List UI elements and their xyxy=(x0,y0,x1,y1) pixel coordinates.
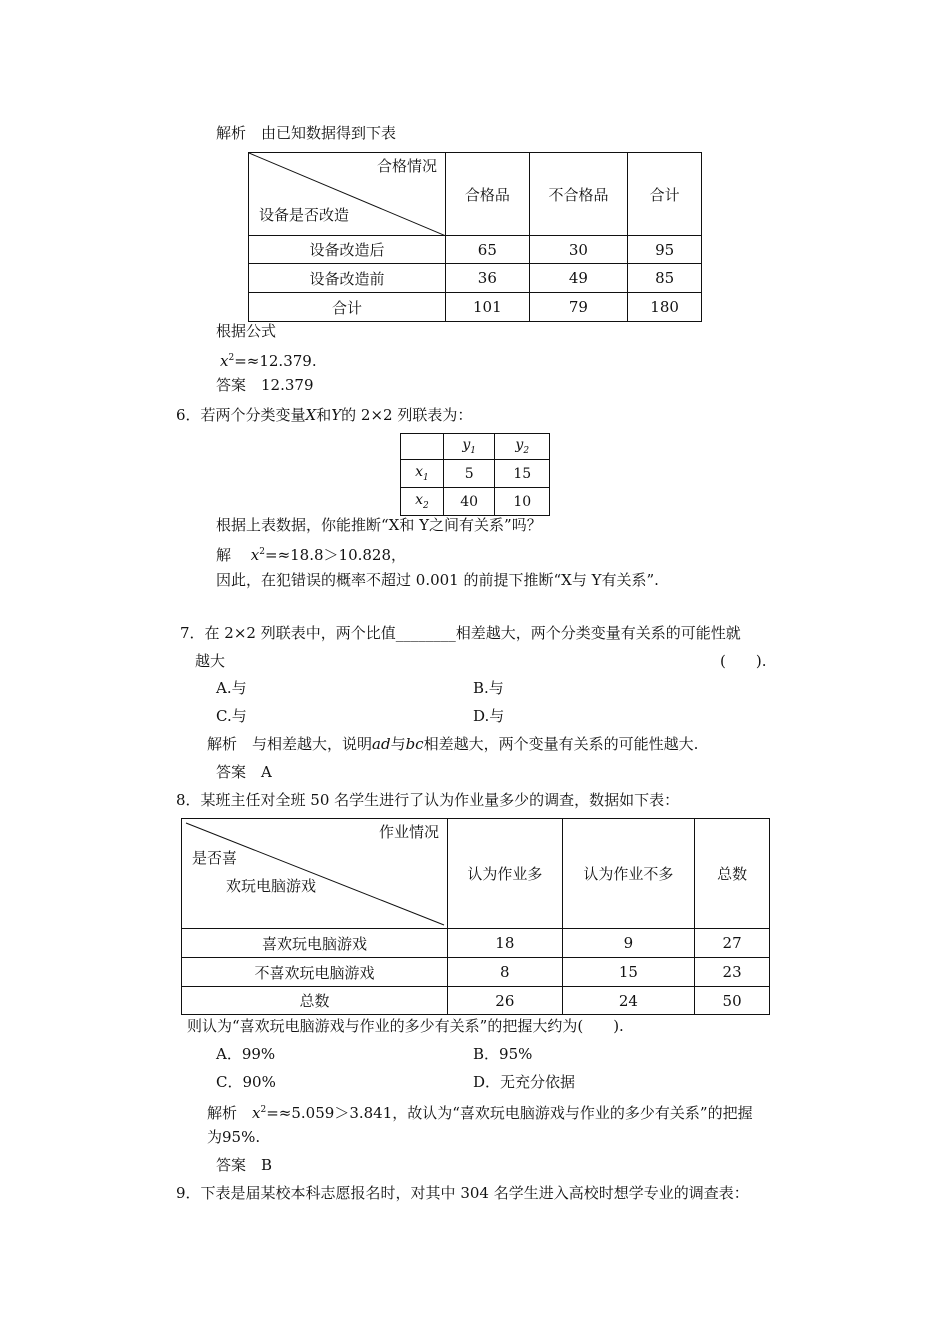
q6-var-y: Y xyxy=(331,406,342,424)
s5-formula-label: 根据公式 xyxy=(216,322,277,340)
s5-cell: 79 xyxy=(529,293,628,322)
q8-row-label: 喜欢玩电脑游戏 xyxy=(182,929,448,958)
q8-header-cell: 认为作业多 xyxy=(448,819,563,929)
q6-cell: 15 xyxy=(495,460,550,488)
q7-analysis-mid: 与 xyxy=(390,735,406,753)
q6-cell: 5 xyxy=(443,460,495,488)
table-row xyxy=(249,264,702,293)
s5-cell: 95 xyxy=(628,236,702,264)
q7-ad: ad xyxy=(372,735,391,753)
q6-row-header: $x_1$ xyxy=(401,460,444,488)
s5-corner-top: 合格情况 xyxy=(376,157,437,175)
table-row xyxy=(249,236,702,264)
chi-exponent: 2 xyxy=(259,547,265,557)
q8-header-cell: 认为作业不多 xyxy=(562,819,695,929)
q8-cell: 24 xyxy=(562,987,695,1015)
s5-header-cell: 合格品 xyxy=(445,153,529,236)
q8-option-b: B．95% xyxy=(473,1045,533,1063)
q7-stem: 7．在 2×2 列联表中，两个比值________相差越大，两个分类变量有关系的可能性就 xyxy=(180,624,741,642)
q8-option-d: D．无充分依据 xyxy=(473,1073,576,1091)
s5-header-cell: 不合格品 xyxy=(529,153,628,236)
q7-analysis-pre: 解析 与相差越大，说明 xyxy=(207,735,373,753)
q6-col-header: $y_2$ xyxy=(495,434,550,460)
q8-analysis-value: =≈5.059＞3.841，故认为“喜欢玩电脑游戏与作业的多少有关系”的把握 xyxy=(266,1104,753,1122)
q8-corner-bottom: 欢玩电脑游戏 xyxy=(226,877,317,895)
q8-cell: 27 xyxy=(695,929,770,958)
q8-cell: 8 xyxy=(448,958,563,987)
q7-answer: 答案 A xyxy=(216,763,272,781)
q7-bc: bc xyxy=(405,735,424,753)
table-row xyxy=(182,987,770,1015)
q7-option-a: A.与 xyxy=(216,679,247,697)
q7-analysis xyxy=(207,734,698,754)
s5-contingency-table xyxy=(248,152,702,322)
q8-option-c: C．90% xyxy=(216,1073,276,1091)
q8-stem: 8．某班主任对全班 50 名学生进行了认为作业量多少的调查，数据如下表： xyxy=(176,791,680,809)
q6-stem xyxy=(176,405,472,425)
table-row xyxy=(182,929,770,958)
q8-question: 则认为“喜欢玩电脑游戏与作业的多少有关系”的把握大约为( ). xyxy=(187,1017,624,1035)
s5-cell: 101 xyxy=(445,293,529,322)
table-row xyxy=(401,488,550,516)
q8-cell: 50 xyxy=(695,987,770,1015)
q6-solution xyxy=(216,542,406,565)
s5-analysis: 解析 由已知数据得到下表 xyxy=(216,124,397,142)
q6-col-header: $y_1$ xyxy=(443,434,495,460)
q8-cell: 15 xyxy=(562,958,695,987)
s5-answer: 答案 12.379 xyxy=(216,376,314,394)
q8-analysis-cont: 为95%. xyxy=(207,1128,261,1146)
s5-cell: 65 xyxy=(445,236,529,264)
q7-stem-cont: 越大 xyxy=(195,652,226,670)
q8-row-label: 总数 xyxy=(182,987,448,1015)
q6-stem-post: 的 2×2 列联表为： xyxy=(341,406,473,424)
q8-option-a: A．99% xyxy=(216,1045,276,1063)
q8-corner-mid: 是否喜 xyxy=(192,849,238,867)
s5-row-label: 合计 xyxy=(249,293,446,322)
q6-conclusion: 因此，在犯错误的概率不超过 0.001 的前提下推断“X与 Y有关系”. xyxy=(216,571,659,589)
s5-row-label: 设备改造后 xyxy=(249,236,446,264)
chi-symbol: x xyxy=(252,1104,261,1122)
q6-var-x: X xyxy=(305,406,317,424)
q9-stem: 9．下表是届某校本科志愿报名时，对其中 304 名学生进入高校时想学专业的调查表： xyxy=(176,1184,749,1202)
s5-chi-line xyxy=(220,348,317,371)
q8-answer: 答案 B xyxy=(216,1156,273,1174)
q8-cell: 23 xyxy=(695,958,770,987)
q7-analysis-post: 相差越大，两个变量有关系的可能性越大. xyxy=(423,735,699,753)
q6-corner xyxy=(401,434,444,460)
s5-cell: 85 xyxy=(628,264,702,293)
q6-question: 根据上表数据，你能推断“X和 Y之间有关系”吗？ xyxy=(216,516,542,534)
chi-exponent: 2 xyxy=(260,1105,267,1115)
q6-stem-pre: 6．若两个分类变量 xyxy=(176,406,306,424)
s5-row-label: 设备改造前 xyxy=(249,264,446,293)
q8-cell: 26 xyxy=(448,987,563,1015)
q8-contingency-table xyxy=(181,818,770,1015)
q8-cell: 9 xyxy=(562,929,695,958)
q8-header-cell: 总数 xyxy=(695,819,770,929)
s5-chi-value: =≈12.379. xyxy=(234,352,317,370)
chi-exponent: 2 xyxy=(228,353,235,363)
chi-symbol: x xyxy=(220,352,229,370)
q6-contingency-table xyxy=(400,433,550,516)
table-row xyxy=(182,958,770,987)
q7-answer-paren: ( ). xyxy=(720,652,767,670)
q6-row-header: $x_2$ xyxy=(401,488,444,516)
q8-analysis-label: 解析 xyxy=(207,1104,238,1122)
s5-cell: 49 xyxy=(529,264,628,293)
q7-option-b: B.与 xyxy=(473,679,504,697)
table-row xyxy=(401,460,550,488)
q8-row-label: 不喜欢玩电脑游戏 xyxy=(182,958,448,987)
q6-and: 和 xyxy=(316,406,332,424)
s5-corner-bottom: 设备是否改造 xyxy=(259,206,350,224)
q6-sol-value: =≈18.8＞10.828， xyxy=(265,546,407,564)
q8-table-corner xyxy=(182,819,448,929)
q8-cell: 18 xyxy=(448,929,563,958)
s5-cell: 36 xyxy=(445,264,529,293)
table-row xyxy=(249,293,702,322)
s5-cell: 180 xyxy=(628,293,702,322)
s5-table-corner xyxy=(249,153,446,236)
q8-corner-top: 作业情况 xyxy=(379,823,440,841)
q6-sol-label: 解 xyxy=(216,546,232,564)
q8-analysis xyxy=(207,1100,753,1123)
chi-symbol: x xyxy=(250,546,260,564)
q6-cell: 10 xyxy=(495,488,550,516)
q7-option-d: D.与 xyxy=(473,707,505,725)
q6-cell: 40 xyxy=(443,488,495,516)
q7-option-c: C.与 xyxy=(216,707,247,725)
s5-cell: 30 xyxy=(529,236,628,264)
s5-header-cell: 合计 xyxy=(628,153,702,236)
